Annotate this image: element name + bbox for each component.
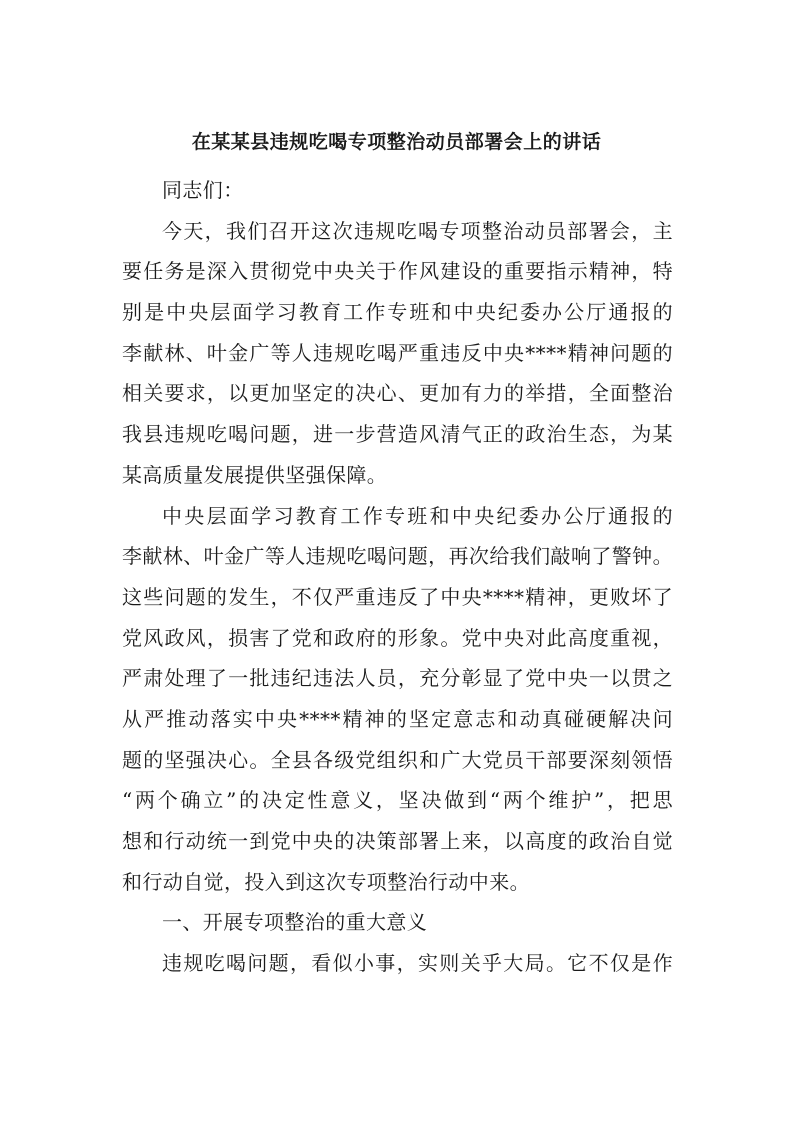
- paragraph-line: 李献林、叶金广等人违规吃喝问题，再次给我们敲响了警钟。: [122, 544, 673, 569]
- paragraph-line: 李献林、叶金广等人违规吃喝严重违反中央****精神问题的: [122, 340, 673, 365]
- paragraph-line: 题的坚强决心。全县各级党组织和广大党员干部要深刻领悟: [122, 747, 673, 772]
- paragraph-line: 党风政风，损害了党和政府的形象。党中央对此高度重视，: [122, 625, 673, 650]
- paragraph-line: 中央层面学习教育工作专班和中央纪委办公厅通报的: [162, 503, 673, 528]
- paragraph-line: 想和行动统一到党中央的决策部署上来，以高度的政治自觉: [122, 829, 673, 853]
- document-body: [122, 170, 673, 984]
- paragraph-3: [122, 943, 673, 984]
- paragraph-line: 违规吃喝问题，看似小事，实则关乎大局。它不仅是作: [162, 951, 673, 976]
- paragraph-line: 某高质量发展提供坚强保障。: [122, 462, 388, 487]
- paragraph-line: 相关要求，以更加坚定的决心、更加有力的举措，全面整治: [122, 381, 673, 406]
- document-title: 在某某县违规吃喝专项整治动员部署会上的讲话: [191, 131, 602, 153]
- paragraph-line: 别是中央层面学习教育工作专班和中央纪委办公厅通报的: [122, 300, 673, 325]
- paragraph-1: [122, 211, 673, 496]
- greeting-line: 同志们：: [162, 178, 244, 202]
- paragraph-line: 从严推动落实中央****精神的坚定意志和动真碰硬解决问: [122, 706, 673, 731]
- section-heading-text: 一、开展专项整治的重大意义: [162, 910, 428, 935]
- paragraph-line: “两个确立”的决定性意义，坚决做到“两个维护”，把思: [122, 788, 673, 813]
- paragraph-line: 我县违规吃喝问题，进一步营造风清气正的政治生态，为某: [122, 422, 673, 447]
- paragraph-2: [122, 496, 673, 903]
- greeting-paragraph: [122, 170, 673, 211]
- paragraph-line: 这些问题的发生，不仅严重违反了中央****精神，更败坏了: [122, 584, 673, 609]
- section-heading: [122, 902, 673, 943]
- paragraph-line: 严肃处理了一批违纪违法人员，充分彰显了党中央一以贯之: [122, 666, 673, 691]
- paragraph-line: 要任务是深入贯彻党中央关于作风建设的重要指示精神，特: [122, 259, 673, 284]
- paragraph-line: 今天，我们召开这次违规吃喝专项整治动员部署会，主: [162, 218, 673, 243]
- paragraph-line: 和行动自觉，投入到这次专项整治行动中来。: [122, 869, 530, 894]
